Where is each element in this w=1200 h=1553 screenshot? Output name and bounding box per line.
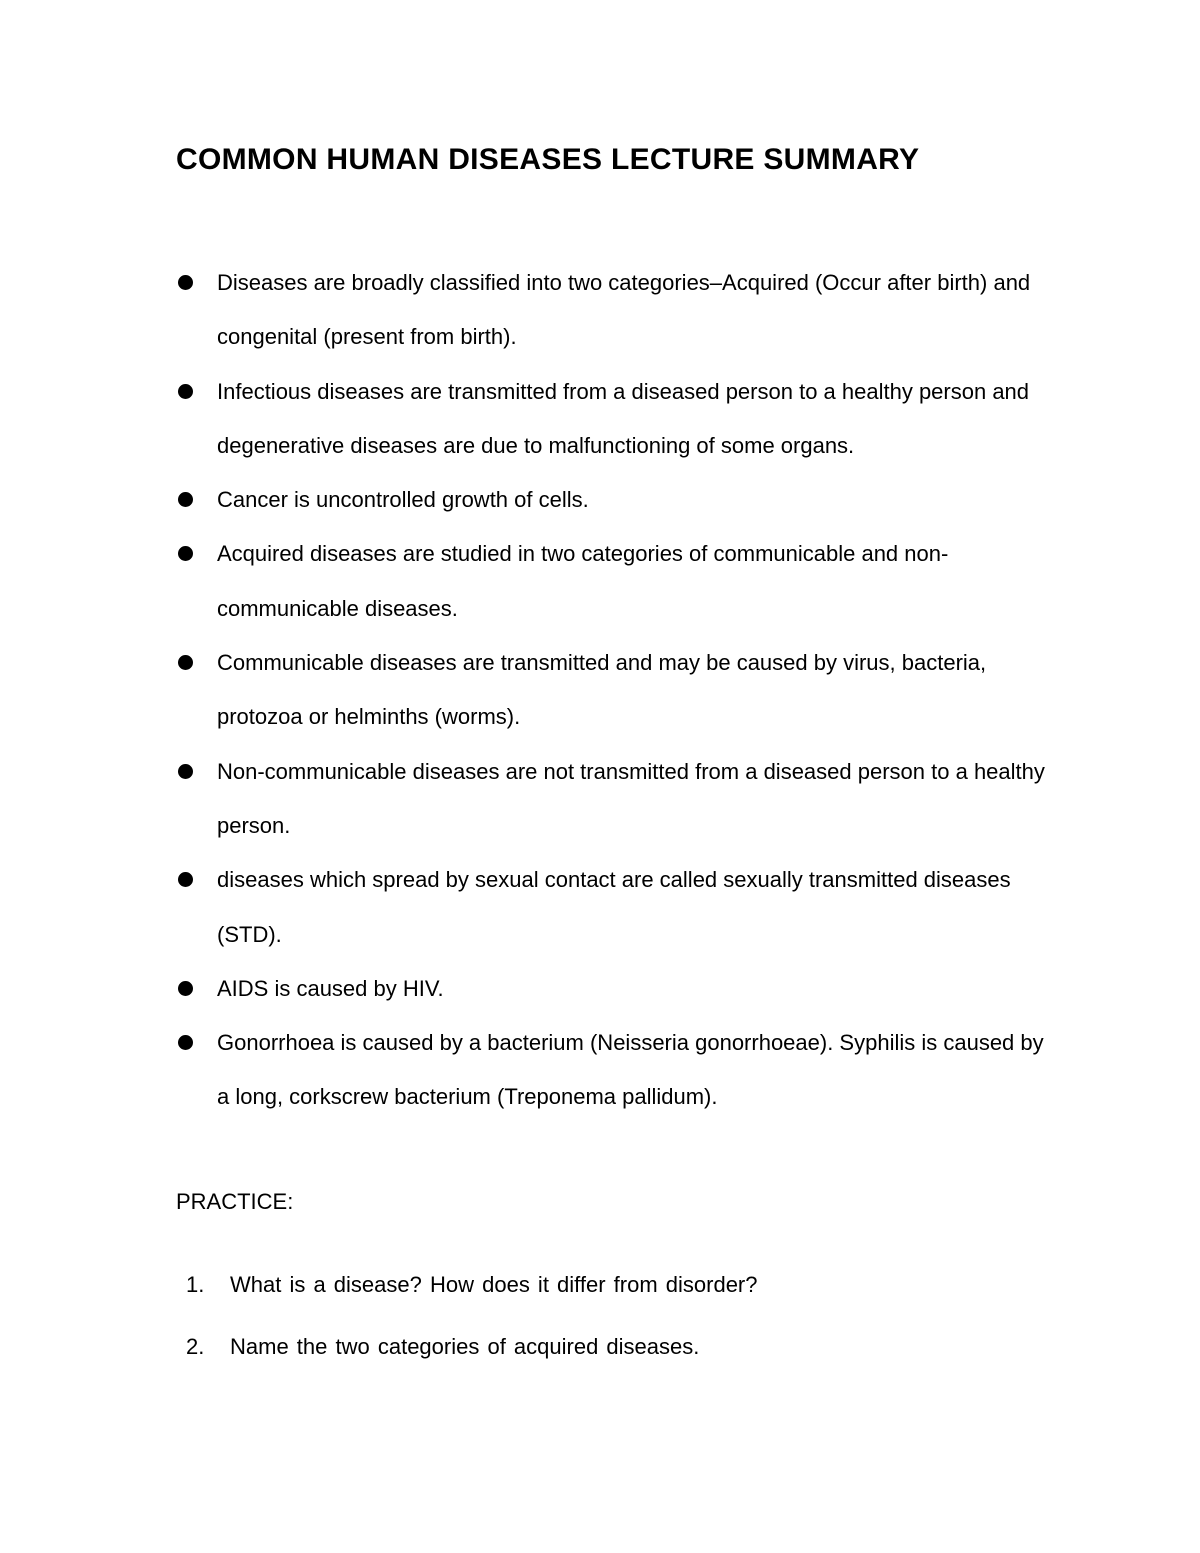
question-number: 2.: [186, 1334, 205, 1359]
practice-question: [176, 1316, 1056, 1378]
bullet-dot-icon: [178, 872, 193, 887]
bullet-text: Cancer is uncontrolled growth of cells.: [217, 487, 589, 513]
bullet-dot-icon: [178, 275, 193, 290]
practice-question-list: [176, 1254, 1056, 1378]
bullet-item: [176, 365, 1056, 474]
bullet-text: Gonorrhoea is caused by a bacterium (Neisseria gonorrhoeae). Syphilis is caused by a long, corkscrew bacterium (Treponema pallidum).: [217, 1030, 1044, 1110]
bullet-item: [176, 636, 1056, 745]
bullet-dot-icon: [178, 546, 193, 561]
bullet-dot-icon: [178, 981, 193, 996]
bullet-text: Infectious diseases are transmitted from a diseased person to a healthy person and degenerative diseases are due to malfunctioning of some organs.: [217, 378, 1030, 458]
bullet-dot-icon: [178, 384, 193, 399]
bullet-item: [176, 473, 1056, 527]
question-number: 1.: [186, 1272, 205, 1297]
summary-bullet-list: [176, 256, 1056, 1125]
bullet-text: Acquired diseases are studied in two categories of communicable and non-communicable diseases.: [217, 541, 949, 621]
bullet-dot-icon: [178, 492, 193, 507]
bullet-item: [176, 853, 1056, 962]
bullet-text: Communicable diseases are transmitted and may be caused by virus, bacteria, protozoa or helminths (worms).: [217, 650, 987, 730]
bullet-dot-icon: [178, 1035, 193, 1050]
bullet-item: [176, 1016, 1056, 1125]
practice-question: [176, 1254, 1056, 1316]
bullet-item: [176, 745, 1056, 854]
bullet-item: [176, 962, 1056, 1016]
document-title: COMMON HUMAN DISEASES LECTURE SUMMARY: [176, 143, 920, 176]
question-text: Name the two categories of acquired diseases.: [230, 1334, 700, 1359]
bullet-text: AIDS is caused by HIV.: [217, 975, 444, 1001]
bullet-text: Non-communicable diseases are not transmitted from a diseased person to a healthy person.: [217, 758, 1045, 838]
bullet-text: Diseases are broadly classified into two categories–Acquired (Occur after birth) and congenital (present from birth).: [217, 270, 1031, 350]
bullet-item: [176, 527, 1056, 636]
practice-heading: PRACTICE:: [176, 1189, 294, 1214]
question-text: What is a disease? How does it differ from disorder?: [230, 1272, 758, 1297]
bullet-text: diseases which spread by sexual contact are called sexually transmitted diseases (STD).: [217, 867, 1011, 947]
bullet-dot-icon: [178, 655, 193, 670]
bullet-item: [176, 256, 1056, 365]
bullet-dot-icon: [178, 764, 193, 779]
